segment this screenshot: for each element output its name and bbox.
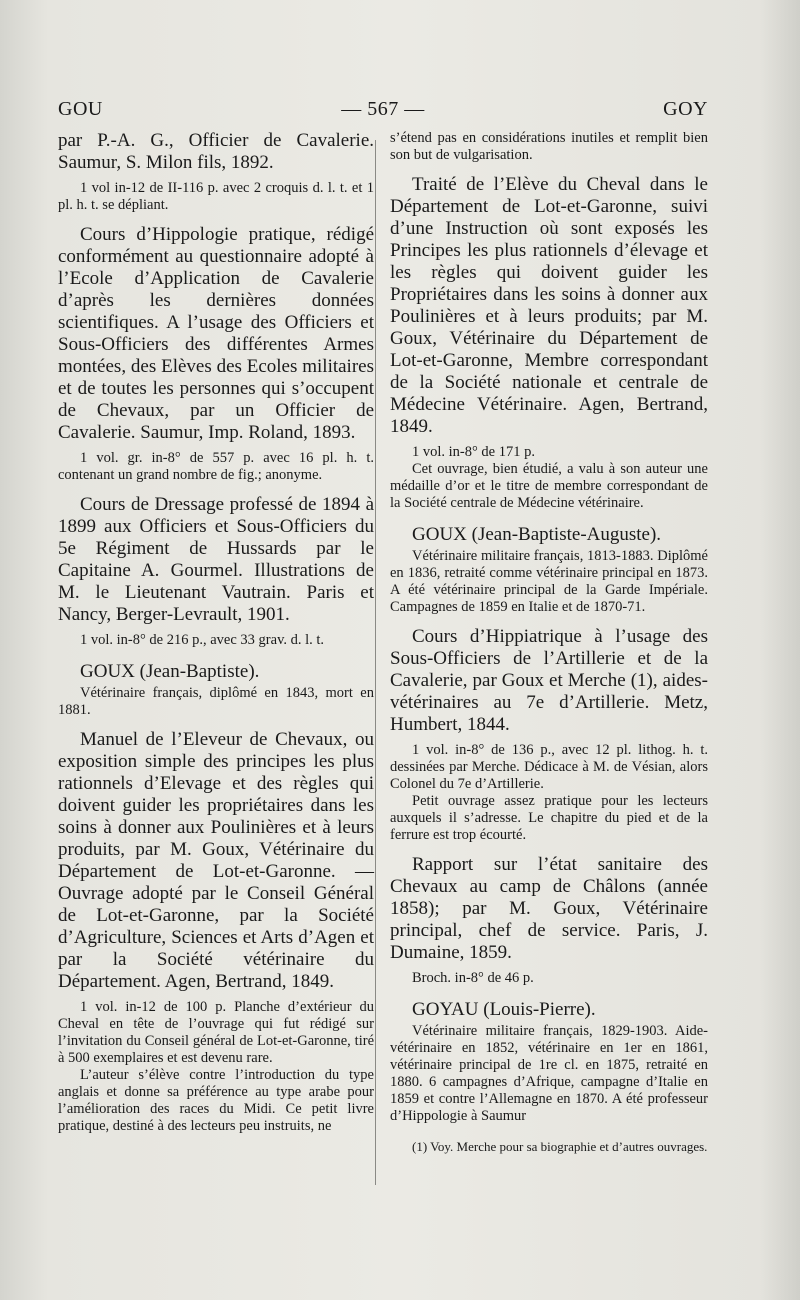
entry-note: Broch. in-8° de 46 p. [412,970,534,986]
column-divider [375,140,376,1185]
author-bio: Vétérinaire français, diplômé en 1843, mort en 1881. [58,685,374,718]
entry-title: Cours d’Hippiatrique à l’usage des Sous-Officiers de l’Artillerie et de la Cavalerie, par Goux et Merche (1), aides-vétérinaires au 7e d’Artillerie. Metz, Humbert, 1844. [390,626,708,735]
entry-continuation: par P.-A. G., Officier de Cavalerie. Saumur, S. Milon fils, 1892. [58,130,374,173]
entry-note: 1 vol. in-8° de 216 p., avec 33 grav. d. l. t. [80,632,325,648]
footnote: (1) Voy. Merche pour sa biographie et d’autres ouvrages. [412,1139,708,1154]
entry-title: Cours d’Hippologie pratique, rédigé conformément au questionnaire adopté à l’Ecole d’Application de Cavalerie d’après les dernières données scientifiques. A l’usage des Officiers et Sous-Officiers des différentes Armes montées, des Elèves des Ecoles militaires et de toutes les personnes qui s’occupent de Chevaux, par un Officier de Cavalerie. Saumur, Imp. Roland, 1893. [58,224,374,443]
entry-title: Manuel de l’Eleveur de Chevaux, ou exposition simple des principes les plus rationnels d’Elevage et des règles qui doivent guider les propriétaires dans les soins à donner aux Poulinières et à leurs produits, par M. Goux, Vétérinaire du Département de Lot-et-Garonne. — Ouvrage adopté par le Conseil Général de Lot-et-Garonne, par la Société d’Agriculture, Sciences et Arts d’Agen et par la Société vétérinaire du Département. Agen, Bertrand, 1849. [58,729,374,992]
entry-note: 1 vol. gr. in-8° de 557 p. avec 16 pl. h. t. contenant un grand nombre de fig.; anonyme. [58,450,374,483]
author-heading: GOUX (Jean-Baptiste-Auguste). [412,524,662,545]
page-number: — 567 — [341,98,425,120]
entry-note: L’auteur s’élève contre l’introduction du type anglais et donne sa préférence au type arabe pour l’amélioration des races du Midi. Ce petit livre pratique, destiné à des lecteurs peu instruits, ne [58,1067,374,1134]
entry-title: Traité de l’Elève du Cheval dans le Département de Lot-et-Garonne, suivi d’une Instruction où sont exposés les Principes les plus rationnels d’élevage et les règles qui doivent guider les Propriétaires dans les soins à donner aux Poulinières et à leurs produits; par M. Goux, Vétérinaire du Département de Lot-et-Garonne, Membre correspondant de la Société nationale et centrale de Médecine Vétérinaire. Agen, Bertrand, 1849. [390,174,708,437]
right-column [390,130,708,1155]
header-left: GOU [58,98,103,120]
entry-note: 1 vol. in-8° de 136 p., avec 12 pl. lithog. h. t. dessinées par Merche. Dédicace à M. de Vésian, alors Colonel du 7e d’Artillerie. [390,742,708,792]
entry-note: 1 vol. in-8° de 171 p. [412,444,535,460]
author-bio: Vétérinaire militaire français, 1829-1903. Aide-vétérinaire en 1852, vétérinaire en 1er en 1861, vétérinaire principal de 1re cl. en 1875, retraité en 1880. 6 campagnes d’Afrique, campagne d’Italie en 1859 et contre l’Allemagne en 1870. A été professeur d’Hippologie à Saumur [390,1023,708,1124]
left-column [58,130,374,1135]
running-head [58,98,708,121]
entry-note: 1 vol. in-12 de 100 p. Planche d’extérieur du Cheval en tête de l’ouvrage qui fut rédigé sur l’invitation du Conseil général de Lot-et-Garonne, tiré à 500 exemplaires et est devenu rare. [58,999,374,1066]
entry-title: Rapport sur l’état sanitaire des Chevaux au camp de Châlons (année 1858); par M. Goux, Vétérinaire principal, chef de service. Paris, J. Dumaine, 1859. [390,854,708,963]
note-continuation: s’étend pas en considérations inutiles et remplit bien son but de vulgarisation. [390,130,708,163]
header-right: GOY [663,98,708,120]
author-heading: GOYAU (Louis-Pierre). [412,999,596,1020]
entry-note: Cet ouvrage, bien étudié, a valu à son auteur une médaille d’or et le titre de membre correspondant de la Société centrale de Médecine vétérinaire. [390,461,708,511]
author-heading: GOUX (Jean-Baptiste). [80,661,260,682]
entry-note: Petit ouvrage assez pratique pour les lecteurs auxquels il s’adresse. Le chapitre du pied et de la ferrure est trop écourté. [390,793,708,843]
entry-title: Cours de Dressage professé de 1894 à 1899 aux Officiers et Sous-Officiers du 5e Régiment de Hussards par le Capitaine A. Gourmel. Illustrations de M. le Lieutenant Vautrain. Paris et Nancy, Berger-Levrault, 1901. [58,494,374,625]
author-bio: Vétérinaire militaire français, 1813-1883. Diplômé en 1836, retraité comme vétérinaire principal en 1873. A été vétérinaire principal de la Garde Impériale. Campagnes de 1859 en Italie et de 1870-71. [390,548,708,615]
entry-note: 1 vol in-12 de II-116 p. avec 2 croquis d. l. t. et 1 pl. h. t. se dépliant. [58,180,374,213]
